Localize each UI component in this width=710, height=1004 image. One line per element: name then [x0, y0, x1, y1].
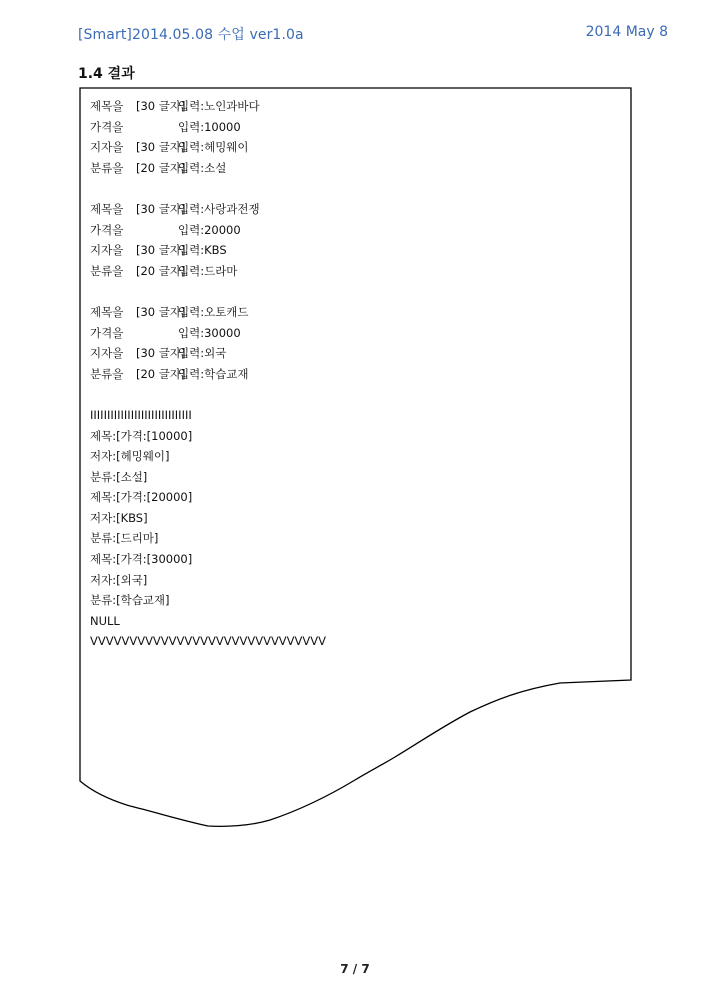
- console-output-line: 제목:[가격:[20000]: [90, 490, 193, 505]
- console-output-line: 분류:[학습교재]: [90, 593, 170, 608]
- console-line: 지자을 [30 글자]입력:헤밍웨이: [90, 140, 249, 155]
- document-date: 2014 May 8: [585, 24, 668, 40]
- console-output-line: NULL: [90, 613, 120, 628]
- console-output-line: 저자:[외국]: [90, 572, 148, 587]
- console-line: 분류을 [20 글자]입력:드라마: [90, 263, 238, 278]
- console-separator-line: IIIIIIIIIIIIIIIIIIIIIIIIIIIIII: [90, 407, 192, 422]
- console-blank-line: [90, 384, 620, 405]
- console-line: 분류을 [20 글자]입력:학습교재: [90, 366, 249, 381]
- console-output-line: 저자:[헤밍웨이]: [90, 449, 170, 464]
- console-line: 제목을 [30 글자]입력:오토캐드: [90, 304, 249, 319]
- console-output-line: 저자:[KBS]: [90, 510, 148, 525]
- console-line: 제목을 [30 글자]입력:노인과바다: [90, 99, 260, 113]
- console-output-line: 분류:[드리마]: [90, 531, 159, 546]
- console-blank-line: [90, 178, 620, 199]
- console-line: 가격을 입력:30000: [90, 325, 241, 340]
- document-title: [Smart]2014.05.08 수업 ver1.0a: [78, 27, 304, 43]
- console-line: 지자을 [30 글자]입력:외국: [90, 346, 227, 361]
- console-output-line: 분류:[소설]: [90, 469, 148, 484]
- console-output-line: 제목:[가격:[10000]: [90, 428, 193, 443]
- console-blank-line: [90, 281, 620, 302]
- console-output: [90, 96, 620, 652]
- console-output-line: 제목:[가격:[30000]: [90, 552, 193, 567]
- console-line: 분류을 [20 글자]입력:소설: [90, 160, 227, 175]
- page-number: 7 / 7: [340, 962, 370, 976]
- console-line: 가격을 입력:10000: [90, 119, 241, 134]
- console-separator-line: VVVVVVVVVVVVVVVVVVVVVVVVVVVVVV: [90, 634, 327, 649]
- section-heading: 1.4 결과: [78, 66, 135, 82]
- console-line: 제목을 [30 글자]입력:사랑과전쟁: [90, 201, 260, 216]
- console-line: 지자을 [30 글자]입력:KBS: [90, 243, 227, 258]
- console-line: 가격을 입력:20000: [90, 222, 241, 237]
